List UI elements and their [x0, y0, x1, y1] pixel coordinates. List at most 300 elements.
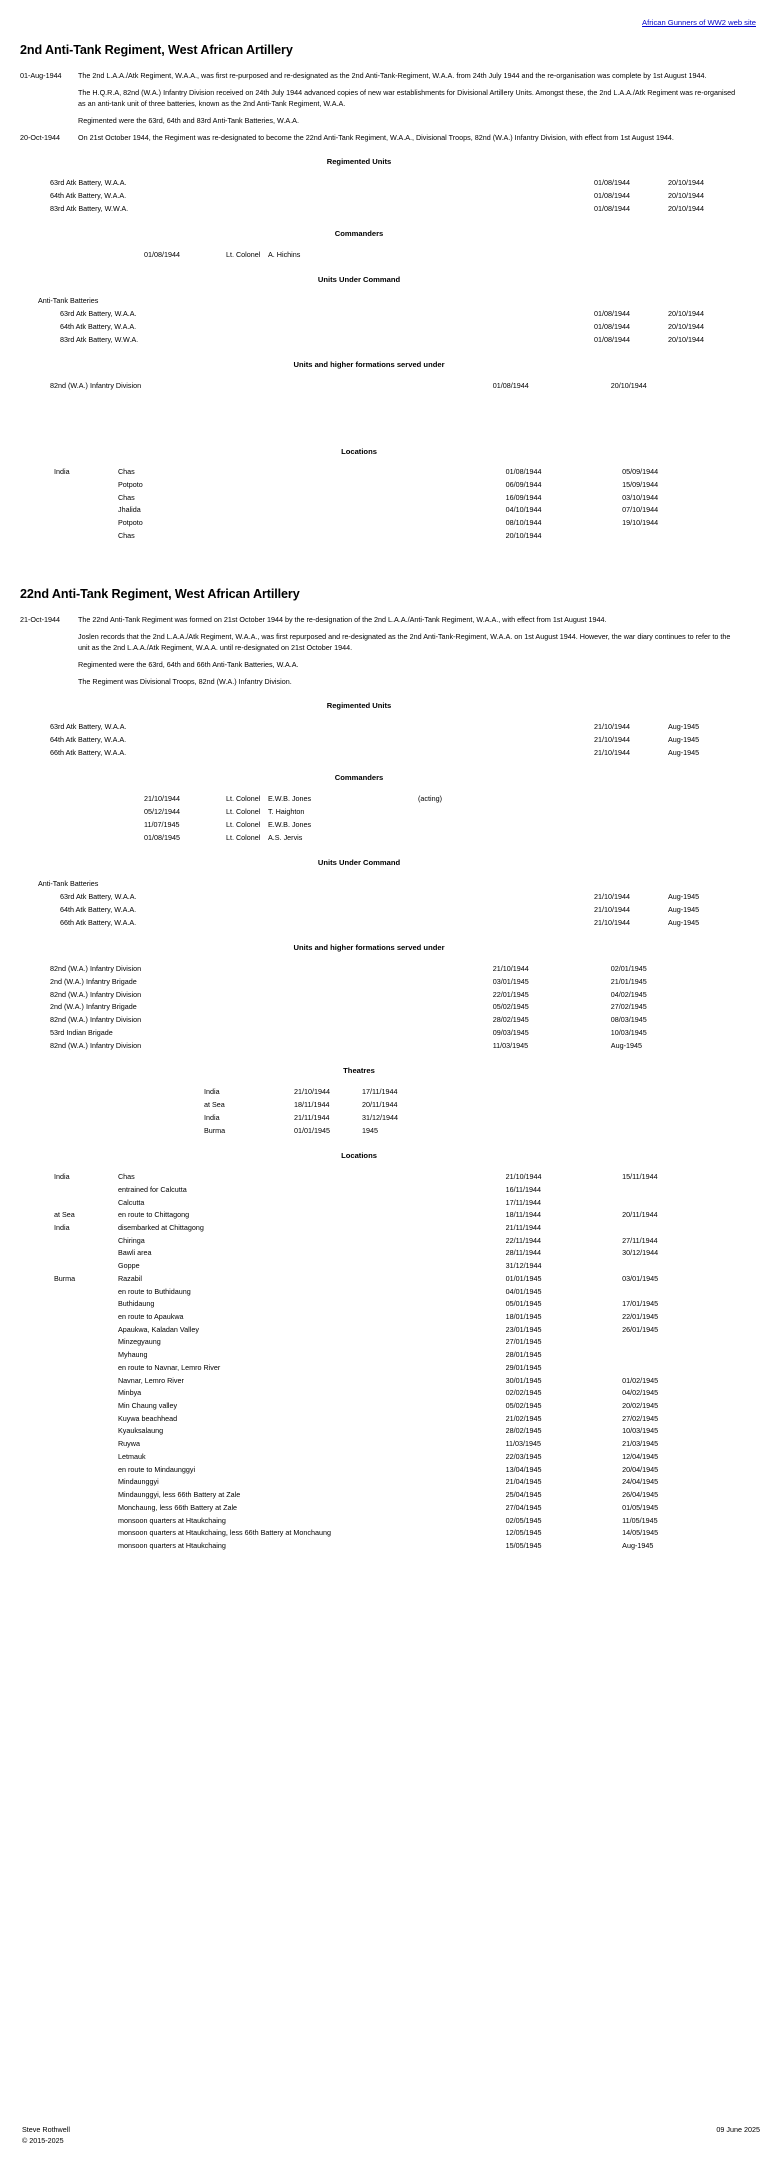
- theatre-to-date: 31/12/1944: [362, 1113, 398, 1123]
- location-from-date: 31/12/1944: [505, 1261, 542, 1271]
- unit-to-date: 20/10/1944: [668, 322, 704, 332]
- table-row: [14, 380, 764, 393]
- theatre-to-date: 1945: [362, 1126, 378, 1136]
- location-country: [14, 1463, 118, 1476]
- location-place: Myhaung: [117, 1350, 148, 1360]
- page-footer: [0, 2125, 778, 2148]
- table-row: [14, 478, 764, 491]
- table-row: [14, 1323, 764, 1336]
- commander-date: 01/08/1945: [144, 832, 180, 842]
- table-row: [14, 529, 764, 542]
- section-title-locations-1: Locations: [341, 446, 377, 456]
- history-body: [78, 615, 764, 687]
- unit-name: 83rd Atk Battery, W.W.A.: [60, 335, 139, 345]
- unit-to-date: 20/10/1944: [668, 309, 704, 319]
- formation-name: 82nd (W.A.) Infantry Division: [50, 989, 142, 999]
- table-row: [14, 746, 764, 759]
- table-row: [14, 1514, 764, 1527]
- location-to-date: [622, 1361, 764, 1374]
- location-to-date: 05/09/1944: [622, 467, 659, 477]
- location-country: [14, 1387, 118, 1400]
- commander-name: E.W.B. Jones: [268, 793, 312, 803]
- history-paragraph: Regimented were the 63rd, 64th and 83rd Anti-Tank Batteries, W.A.A.: [78, 115, 299, 125]
- table-row: [14, 1374, 764, 1387]
- history-date: 01-Aug-1944: [20, 71, 62, 81]
- location-from-date: 21/10/1944: [505, 1172, 542, 1182]
- location-country: [14, 1450, 118, 1463]
- formation-name: 2nd (W.A.) Infantry Brigade: [50, 1002, 137, 1012]
- location-place: Min Chaung valley: [117, 1401, 178, 1411]
- table-row: [14, 1272, 764, 1285]
- location-from-date: 02/05/1945: [505, 1515, 542, 1525]
- commander-date: 05/12/1944: [144, 806, 180, 816]
- location-from-date: 13/04/1945: [505, 1464, 542, 1474]
- table-row: [144, 792, 478, 805]
- location-country: [14, 1514, 118, 1527]
- unit-from-date: 01/08/1944: [594, 309, 630, 319]
- location-country: Burma: [54, 1273, 76, 1283]
- history-entry: [14, 133, 764, 143]
- location-from-date: 01/01/1945: [505, 1273, 542, 1283]
- location-to-date: [622, 1260, 764, 1273]
- location-place: Chas: [117, 1172, 135, 1182]
- footer-date: 09 June 2025: [716, 2124, 760, 2134]
- location-place: Kyauksalaung: [117, 1426, 164, 1436]
- table-row: [14, 962, 764, 975]
- formation-to-date: 04/02/1945: [610, 989, 647, 999]
- unit-name: 64th Atk Battery, W.A.A.: [60, 322, 137, 332]
- unit-to-date: 20/10/1944: [668, 191, 704, 201]
- location-to-date: [622, 529, 764, 542]
- table-row: [14, 190, 764, 203]
- group-row: [14, 295, 764, 308]
- commander-rank: Lt. Colonel: [226, 250, 261, 260]
- theatre-from-date: 01/01/1945: [294, 1126, 330, 1136]
- table-row: [14, 1387, 764, 1400]
- theatres-table-2: [204, 1086, 430, 1138]
- location-to-date: [622, 1336, 764, 1349]
- location-place: monsoon quarters at Htaukchaing: [117, 1540, 226, 1550]
- formation-name: 82nd (W.A.) Infantry Division: [50, 963, 142, 973]
- unit-name: 63rd Atk Battery, W.A.A.: [50, 178, 127, 188]
- location-place: Mindaunggyi, less 66th Battery at Zale: [117, 1490, 241, 1500]
- theatre-to-date: 17/11/1944: [362, 1087, 398, 1097]
- location-from-date: 29/01/1945: [505, 1362, 542, 1372]
- theatre-place: at Sea: [204, 1100, 225, 1110]
- location-place: Bawli area: [117, 1248, 152, 1258]
- location-to-date: 27/02/1945: [622, 1413, 659, 1423]
- history-date: 20-Oct-1944: [20, 133, 60, 143]
- location-from-date: 04/01/1945: [505, 1286, 542, 1296]
- location-from-date: 25/04/1945: [505, 1490, 542, 1500]
- location-place: Navnar, Lemro River: [117, 1375, 184, 1385]
- location-from-date: 12/05/1945: [505, 1528, 542, 1538]
- commander-name: A. Hichins: [268, 250, 301, 260]
- formation-to-date: 08/03/1945: [610, 1015, 647, 1025]
- formation-to-date: 27/02/1945: [610, 1002, 647, 1012]
- location-to-date: [622, 1349, 764, 1362]
- location-country: [14, 1311, 118, 1324]
- location-place: Letmauk: [117, 1451, 146, 1461]
- location-place: Potpoto: [117, 518, 143, 528]
- history-body: [78, 71, 764, 126]
- location-from-date: 05/01/1945: [505, 1299, 542, 1309]
- unit-from-date: 01/08/1944: [594, 191, 630, 201]
- unit-to-date: Aug-1945: [668, 904, 700, 914]
- table-row: [14, 177, 764, 190]
- table-row: [14, 1476, 764, 1489]
- table-row: [14, 988, 764, 1001]
- location-to-date: 03/01/1945: [622, 1273, 659, 1283]
- theatre-place: Burma: [204, 1126, 226, 1136]
- served-under-table-1: [14, 380, 764, 393]
- location-country: [14, 1361, 118, 1374]
- location-to-date: 12/04/1945: [622, 1451, 659, 1461]
- location-to-date: 15/09/1944: [622, 479, 659, 489]
- table-row: [204, 1099, 430, 1112]
- table-row: [14, 1501, 764, 1514]
- section-title-commanders-2: Commanders: [334, 773, 384, 783]
- location-country: [14, 1323, 118, 1336]
- location-place: en route to Buthidaung: [117, 1286, 191, 1296]
- unit-name: 64th Atk Battery, W.A.A.: [60, 904, 137, 914]
- history-entry: [14, 615, 764, 687]
- formation-to-date: 10/03/1945: [610, 1028, 647, 1038]
- commander-note: [418, 831, 478, 844]
- footer-author: Steve Rothwell: [22, 2124, 70, 2134]
- table-row: [204, 1086, 430, 1099]
- unit-to-date: Aug-1945: [668, 722, 700, 731]
- table-row: [14, 1311, 764, 1324]
- location-country: [14, 1349, 118, 1362]
- formation-to-date: 21/01/1945: [610, 976, 647, 986]
- table-row: [14, 1027, 764, 1040]
- table-row: [14, 1285, 764, 1298]
- location-from-date: 28/02/1945: [505, 1426, 542, 1436]
- unit-to-date: 20/10/1944: [668, 204, 704, 213]
- location-from-date: 27/04/1945: [505, 1502, 542, 1512]
- formation-from-date: 05/02/1945: [492, 1002, 529, 1012]
- location-to-date: 26/04/1945: [622, 1490, 659, 1500]
- section-title-units-under-command-1: Units Under Command: [317, 275, 401, 285]
- section-title-locations-2: Locations: [341, 1151, 377, 1161]
- location-to-date: 20/02/1945: [622, 1401, 659, 1411]
- location-country: [14, 1285, 118, 1298]
- location-from-date: 30/01/1945: [505, 1375, 542, 1385]
- location-to-date: 01/02/1945: [622, 1375, 659, 1385]
- location-to-date: [622, 1196, 764, 1209]
- location-country: [14, 1196, 118, 1209]
- location-country: India: [54, 467, 70, 477]
- theatre-from-date: 21/11/1944: [294, 1113, 330, 1123]
- location-from-date: 15/05/1945: [505, 1540, 542, 1550]
- commander-note: [418, 818, 478, 831]
- section-title-regimented-units-2: Regimented Units: [326, 701, 392, 711]
- unit-from-date: 01/08/1944: [594, 178, 630, 188]
- location-country: India: [54, 1222, 70, 1232]
- units-under-command-table-2: [14, 877, 764, 929]
- table-row: [14, 1196, 764, 1209]
- table-row: [14, 1209, 764, 1222]
- location-country: [14, 529, 118, 542]
- location-to-date: 07/10/1944: [622, 505, 659, 515]
- unit-from-date: 21/10/1944: [594, 904, 630, 914]
- location-country: [14, 1539, 118, 1552]
- location-from-date: 18/11/1944: [505, 1210, 542, 1220]
- regimented-units-table-2: [14, 720, 764, 759]
- location-to-date: 17/01/1945: [622, 1299, 659, 1309]
- unit-from-date: 01/08/1944: [594, 204, 630, 213]
- locations-table-2: [14, 1171, 764, 1553]
- table-row: [14, 1336, 764, 1349]
- spacer: [14, 1552, 764, 1592]
- unit-name: 64th Atk Battery, W.A.A.: [50, 734, 127, 744]
- formation-name: 53rd Indian Brigade: [50, 1028, 113, 1038]
- location-to-date: 15/11/1944: [622, 1172, 658, 1182]
- location-place: en route to Navnar, Lemro River: [117, 1362, 221, 1372]
- location-from-date: 16/11/1944: [505, 1184, 542, 1194]
- location-country: [14, 504, 118, 517]
- location-from-date: 02/02/1945: [505, 1388, 542, 1398]
- unit-group-label: Anti-Tank Batteries: [38, 296, 99, 306]
- unit-name: 64th Atk Battery, W.A.A.: [50, 191, 127, 201]
- location-place: en route to Chittagong: [117, 1210, 190, 1220]
- location-from-date: 28/01/1945: [505, 1350, 542, 1360]
- location-country: [14, 517, 118, 530]
- formation-from-date: 09/03/1945: [492, 1028, 529, 1038]
- location-country: [14, 1412, 118, 1425]
- location-country: [14, 1425, 118, 1438]
- location-place: Minbya: [117, 1388, 142, 1398]
- location-place: Jhalida: [117, 505, 141, 515]
- table-row: [144, 831, 478, 844]
- location-country: [14, 478, 118, 491]
- formation-to-date: 02/01/1945: [610, 963, 647, 973]
- commander-note: [418, 249, 478, 262]
- table-row: [14, 1183, 764, 1196]
- formation-from-date: 28/02/1945: [492, 1015, 529, 1025]
- location-from-date: 05/02/1945: [505, 1401, 542, 1411]
- table-row: [14, 1014, 764, 1027]
- location-to-date: 22/01/1945: [622, 1312, 659, 1321]
- location-place: Minzegyaung: [117, 1337, 161, 1347]
- formation-from-date: 03/01/1945: [492, 976, 529, 986]
- location-from-date: 20/10/1944: [505, 530, 542, 540]
- location-to-date: Aug-1945: [622, 1540, 654, 1550]
- location-from-date: 23/01/1945: [505, 1324, 542, 1334]
- table-row: [14, 308, 764, 321]
- table-row: [14, 1425, 764, 1438]
- table-row: [144, 818, 478, 831]
- section-title-regimented-units-1: Regimented Units: [326, 157, 392, 167]
- location-to-date: 10/03/1945: [622, 1426, 659, 1436]
- location-place: Goppe: [117, 1261, 140, 1271]
- location-country: [14, 1476, 118, 1489]
- location-from-date: 21/11/1944: [505, 1222, 542, 1232]
- location-country: [14, 1234, 118, 1247]
- formation-to-date: Aug-1945: [610, 1041, 642, 1051]
- location-place: Razabil: [117, 1273, 142, 1283]
- location-place: Chas: [117, 530, 135, 540]
- location-place: Monchaung, less 66th Battery at Zale: [117, 1502, 238, 1512]
- location-to-date: [622, 1221, 764, 1234]
- table-row: [14, 903, 764, 916]
- location-to-date: 27/11/1944: [622, 1235, 658, 1245]
- unit-name: 66th Atk Battery, W.A.A.: [60, 917, 137, 927]
- location-country: [14, 1527, 118, 1540]
- location-place: en route to Mindaunggyi: [117, 1464, 196, 1474]
- table-row: [14, 1298, 764, 1311]
- unit-from-date: 21/10/1944: [594, 917, 630, 927]
- unit-to-date: 20/10/1944: [668, 178, 704, 188]
- unit-name: 83rd Atk Battery, W.W.A.: [50, 204, 129, 213]
- table-row: [144, 249, 478, 262]
- regiment-title-2: 22nd Anti-Tank Regiment, West African Artillery: [20, 587, 300, 602]
- location-from-date: 22/03/1945: [505, 1451, 542, 1461]
- commander-name: E.W.B. Jones: [268, 819, 312, 829]
- location-from-date: 28/11/1944: [505, 1248, 542, 1258]
- location-place: Potpoto: [117, 479, 143, 489]
- location-from-date: 27/01/1945: [505, 1337, 542, 1347]
- location-from-date: 06/09/1944: [505, 479, 542, 489]
- location-from-date: 21/04/1945: [505, 1477, 542, 1487]
- location-to-date: 20/11/1944: [622, 1210, 658, 1220]
- theatre-from-date: 18/11/1944: [294, 1100, 330, 1110]
- location-place: monsoon quarters at Htaukchaing, less 66th Battery at Monchaung: [117, 1528, 331, 1538]
- history-paragraph: The 22nd Anti-Tank Regiment was formed on 21st October 1944 by the re-designation of the 2nd L.A.A./Anti-Tank Regiment, W.A.A., with effect from 1st August 1944.: [78, 615, 607, 625]
- section-title-theatres-2: Theatres: [343, 1066, 375, 1076]
- table-row: [14, 1040, 764, 1053]
- theatre-from-date: 21/10/1944: [294, 1087, 330, 1097]
- table-row: [14, 720, 764, 733]
- history-paragraph: On 21st October 1944, the Regiment was re-designated to become the 22nd Anti-Tank Regiment, W.A.A., Divisional Troops, 82nd (W.A.) Infantry Division, with effect from 1st August 1944.: [78, 133, 674, 143]
- formation-name: 82nd (W.A.) Infantry Division: [50, 1041, 142, 1051]
- location-from-date: 16/09/1944: [505, 492, 542, 502]
- formation-from-date: 11/03/1945: [492, 1041, 529, 1051]
- location-from-date: 17/11/1944: [505, 1197, 542, 1207]
- location-place: en route to Apaukwa: [117, 1312, 184, 1321]
- table-row: [14, 491, 764, 504]
- location-place: Apaukwa, Kaladan Valley: [117, 1324, 199, 1334]
- unit-from-date: 01/08/1944: [594, 335, 630, 345]
- spacer: [14, 542, 764, 586]
- footer-left: [22, 2125, 70, 2148]
- table-row: [14, 1221, 764, 1234]
- formation-from-date: 21/10/1944: [492, 963, 529, 973]
- table-row: [14, 1450, 764, 1463]
- unit-to-date: Aug-1945: [668, 747, 700, 757]
- location-to-date: [622, 1183, 764, 1196]
- location-to-date: 04/02/1945: [622, 1388, 659, 1398]
- formation-from-date: 22/01/1945: [492, 989, 529, 999]
- locations-table-1: [14, 466, 764, 542]
- history-paragraph: The 2nd L.A.A./Atk Regiment, W.A.A., was first re-purposed and re-designated as the 2nd Anti-Tank-Regiment, W.A.A. from 24th July 1944 and the re-organisation was complete by 1st August 1944.: [78, 71, 707, 81]
- table-row: [14, 504, 764, 517]
- location-country: [14, 1183, 118, 1196]
- location-place: monsoon quarters at Htaukchaing: [117, 1515, 226, 1525]
- location-from-date: 18/01/1945: [505, 1312, 542, 1321]
- table-row: [14, 916, 764, 929]
- unit-name: 63rd Atk Battery, W.A.A.: [60, 309, 137, 319]
- unit-from-date: 21/10/1944: [594, 734, 630, 744]
- served-under-table-2: [14, 962, 764, 1052]
- table-row: [14, 1438, 764, 1451]
- formation-to-date: 20/10/1944: [610, 381, 647, 391]
- location-place: Chiringa: [117, 1235, 145, 1245]
- location-from-date: 04/10/1944: [505, 505, 542, 515]
- unit-name: 63rd Atk Battery, W.A.A.: [50, 722, 127, 731]
- table-row: [14, 1349, 764, 1362]
- location-country: [14, 1489, 118, 1502]
- commander-date: 01/08/1944: [144, 250, 180, 260]
- table-row: [14, 1171, 764, 1184]
- table-row: [14, 1489, 764, 1502]
- location-country: at Sea: [54, 1210, 75, 1220]
- table-row: [14, 202, 764, 215]
- location-to-date: 30/12/1944: [622, 1248, 659, 1258]
- table-row: [14, 1400, 764, 1413]
- location-to-date: 01/05/1945: [622, 1502, 659, 1512]
- location-country: [14, 1336, 118, 1349]
- unit-from-date: 21/10/1944: [594, 722, 630, 731]
- history-section-2: [14, 615, 764, 687]
- unit-group-label: Anti-Tank Batteries: [38, 878, 99, 888]
- location-to-date: 14/05/1945: [622, 1528, 659, 1538]
- table-row: [204, 1112, 430, 1125]
- location-to-date: [622, 1285, 764, 1298]
- location-country: India: [54, 1172, 70, 1182]
- formation-from-date: 01/08/1944: [492, 381, 529, 391]
- commander-name: T. Haighton: [268, 806, 305, 816]
- commander-note: [418, 805, 478, 818]
- location-place: Chas: [117, 492, 135, 502]
- table-row: [14, 733, 764, 746]
- table-row: [14, 890, 764, 903]
- african-gunners-website-link[interactable]: African Gunners of WW2 web site: [642, 18, 756, 27]
- location-country: [14, 1260, 118, 1273]
- location-place: Kuywa beachhead: [117, 1413, 178, 1423]
- history-paragraph: The H.Q.R.A, 82nd (W.A.) Infantry Division received on 24th July 1944 advanced copies of new war establishments for Divisional Artillery Units. Amongst these, the 2nd L.A.A./Atk Regiment was re-organised as an anti-tank unit of three batteries, known as the 2nd Anti-Tank Regiment, W.A.A.: [78, 88, 736, 108]
- table-row: [14, 1463, 764, 1476]
- history-paragraph: Joslen records that the 2nd L.A.A./Atk Regiment, W.A.A., was first repurposed and re-designated as the 2nd Anti-Tank-Regiment, W.A.A. on 1st August 1944. However, the war diary continues to refer to the unit as the 2nd L.A.A./Atk Regiment, W.A.A. until re-designated on 21st October 1944.: [78, 632, 731, 652]
- location-to-date: 20/04/1945: [622, 1464, 659, 1474]
- location-to-date: 24/04/1945: [622, 1477, 659, 1487]
- history-body: [78, 133, 764, 143]
- commander-rank: Lt. Colonel: [226, 832, 261, 842]
- section-title-served-under-1: Units and higher formations served under: [293, 360, 445, 370]
- location-place: Buthidaung: [117, 1299, 155, 1309]
- unit-to-date: Aug-1945: [668, 917, 700, 927]
- theatre-to-date: 20/11/1944: [362, 1100, 398, 1110]
- section-title-units-under-command-2: Units Under Command: [317, 858, 401, 867]
- location-from-date: 08/10/1944: [505, 518, 542, 528]
- regiment-title-1: 2nd Anti-Tank Regiment, West African Artillery: [20, 43, 293, 58]
- location-place: entrained for Calcutta: [117, 1184, 187, 1194]
- unit-to-date: Aug-1945: [668, 891, 700, 901]
- commanders-table-2: [144, 792, 478, 844]
- units-under-command-table-1: [14, 295, 764, 347]
- location-to-date: 26/01/1945: [622, 1324, 659, 1334]
- table-row: [14, 1001, 764, 1014]
- footer-copyright: © 2015-2025: [22, 2136, 64, 2146]
- regimented-units-table-1: [14, 177, 764, 216]
- history-paragraph: Regimented were the 63rd, 64th and 66th Anti-Tank Batteries, W.A.A.: [78, 659, 299, 669]
- location-to-date: 21/03/1945: [622, 1439, 659, 1449]
- location-country: [14, 1400, 118, 1413]
- table-row: [14, 1260, 764, 1273]
- commander-date: 11/07/1945: [144, 819, 180, 829]
- unit-from-date: 21/10/1944: [594, 747, 630, 757]
